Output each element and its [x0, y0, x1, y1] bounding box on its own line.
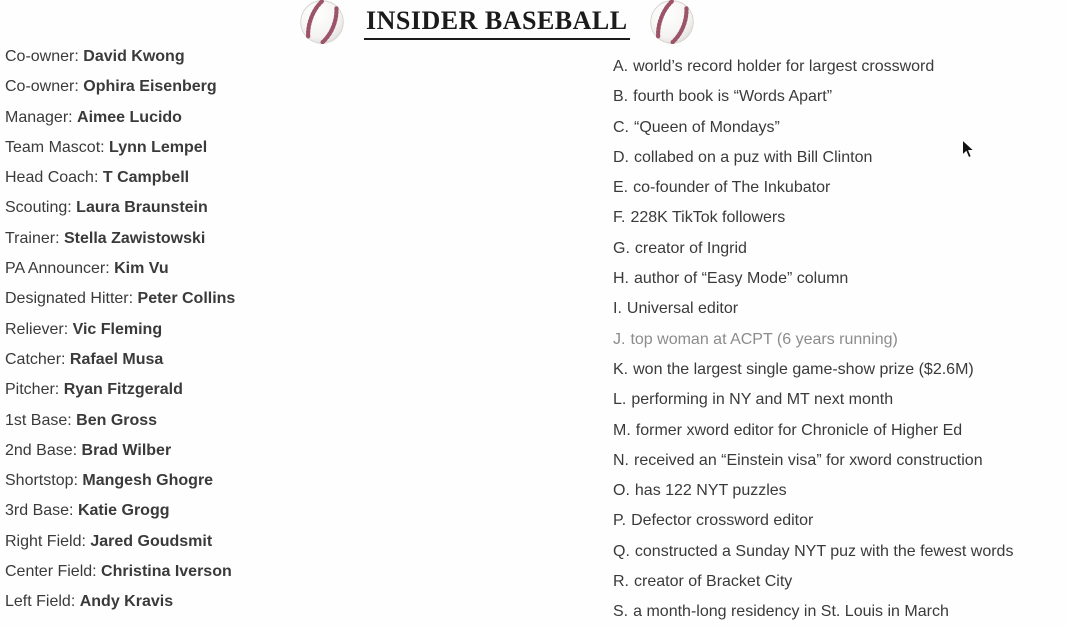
- roster-row: [5, 466, 235, 496]
- roster-row: [5, 436, 235, 466]
- baseball-icon: [299, 0, 345, 44]
- clue-text: 228K TikTok followers: [630, 209, 786, 227]
- clue-list: [613, 52, 1013, 626]
- roster-name: Laura Braunstein: [76, 199, 208, 217]
- roster-role-label: Co-owner:: [5, 48, 79, 65]
- clue-letter: C.: [613, 118, 629, 136]
- clue-letter: M.: [613, 421, 631, 439]
- clue-row: [613, 416, 1013, 446]
- header: [299, 0, 695, 44]
- roster-row: [5, 163, 235, 193]
- roster-role-label: Team Mascot:: [5, 138, 105, 156]
- roster-name: Peter Collins: [137, 290, 236, 308]
- roster-name: Jared Goudsmit: [90, 532, 213, 550]
- clue-row: [613, 173, 1013, 203]
- roster-name: T Campbell: [102, 169, 190, 187]
- roster-name: Rafael Musa: [69, 350, 164, 368]
- clue-row: [613, 143, 1013, 173]
- roster-name: Katie Grogg: [77, 502, 170, 520]
- clue-text: Defector crossword editor: [631, 512, 814, 530]
- roster-name: Lynn Lempel: [109, 138, 208, 156]
- roster-row: [5, 527, 235, 557]
- clue-letter: I.: [613, 300, 622, 318]
- roster-role-label: Co-owner:: [5, 78, 79, 96]
- roster-row: [5, 193, 235, 223]
- roster-row: [5, 284, 235, 314]
- roster-role-label: Designated Hitter:: [5, 290, 134, 308]
- clue-row: [613, 476, 1013, 506]
- roster-row: [5, 375, 235, 405]
- roster-role-label: 3rd Base:: [5, 502, 74, 520]
- clue-letter: O.: [613, 482, 630, 500]
- clue-text: author of “Easy Mode” column: [634, 270, 849, 288]
- roster-role-label: Trainer:: [5, 229, 60, 247]
- clue-row: [613, 446, 1013, 476]
- roster-row: [5, 254, 235, 284]
- roster-row: [5, 496, 235, 526]
- clue-text: world’s record holder for largest crossword: [633, 58, 935, 75]
- roster-row: [5, 133, 235, 163]
- roster-row: [5, 42, 235, 72]
- roster-row: [5, 587, 235, 617]
- clue-letter: G.: [613, 239, 630, 257]
- clue-text: has 122 NYT puzzles: [634, 482, 787, 500]
- roster-role-label: Reliever:: [5, 320, 69, 338]
- clue-letter: N.: [613, 451, 629, 469]
- clue-letter: S.: [613, 603, 629, 621]
- roster-role-label: 1st Base:: [5, 411, 72, 429]
- roster-name: Brad Wilber: [81, 441, 172, 459]
- clue-row: [613, 597, 1013, 626]
- clue-row: [613, 203, 1013, 233]
- clue-row: [613, 537, 1013, 567]
- clue-row: [613, 82, 1013, 112]
- roster-row: [5, 406, 235, 436]
- clue-text: co-founder of The Inkubator: [633, 179, 831, 197]
- clue-letter: F.: [613, 209, 626, 227]
- clue-letter: R.: [613, 573, 629, 591]
- roster-name: Stella Zawistowski: [63, 229, 206, 247]
- clue-text: performing in NY and MT next month: [631, 391, 894, 409]
- roster-role-label: 2nd Base:: [5, 441, 78, 459]
- clue-row: [613, 264, 1013, 294]
- clue-letter: A.: [613, 58, 629, 75]
- clue-letter: E.: [613, 179, 629, 197]
- clue-text: received an “Einstein visa” for xword construction: [634, 451, 983, 469]
- roster-row: [5, 345, 235, 375]
- clue-text: top woman at ACPT (6 years running): [630, 330, 898, 348]
- roster-name: Vic Fleming: [72, 320, 163, 338]
- roster-role-label: Left Field:: [5, 593, 76, 611]
- roster-role-label: Shortstop:: [5, 472, 78, 490]
- clue-text: creator of Bracket City: [634, 573, 793, 591]
- roster-name: Mangesh Ghogre: [82, 472, 214, 490]
- clue-text: won the largest single game-show prize ($2.6M): [633, 360, 974, 378]
- roster-role-label: Catcher:: [5, 350, 66, 368]
- clue-letter: H.: [613, 270, 629, 288]
- clue-text: constructed a Sunday NYT puz with the fewest words: [634, 542, 1014, 560]
- roster-name: Kim Vu: [114, 260, 169, 278]
- clue-letter: D.: [613, 148, 629, 166]
- roster-name: Aimee Lucido: [77, 108, 182, 126]
- roster-name: Ophira Eisenberg: [83, 78, 217, 96]
- clue-row: [613, 355, 1013, 385]
- clue-text: “Queen of Mondays”: [634, 118, 780, 136]
- roster-role-label: Scouting:: [5, 199, 72, 217]
- roster-row: [5, 557, 235, 587]
- clue-row: [613, 52, 1013, 82]
- roster-role-label: Right Field:: [5, 532, 86, 550]
- roster-role-label: Center Field:: [5, 563, 97, 581]
- clue-text: Universal editor: [626, 300, 739, 318]
- roster-name: Ben Gross: [76, 411, 158, 429]
- clue-letter: B.: [613, 88, 629, 106]
- clue-letter: K.: [613, 360, 629, 378]
- clue-text: former xword editor for Chronicle of Higher Ed: [635, 421, 963, 439]
- roster-name: Christina Iverson: [101, 563, 232, 581]
- mouse-cursor-icon: [961, 139, 976, 165]
- clue-text: a month-long residency in St. Louis in March: [633, 603, 949, 621]
- clue-row: [613, 385, 1013, 415]
- roster-role-label: Head Coach:: [5, 169, 99, 187]
- baseball-icon: [649, 0, 695, 44]
- clue-row: [613, 567, 1013, 597]
- clue-letter: L.: [613, 391, 627, 409]
- roster-name: Andy Kravis: [79, 593, 174, 611]
- clue-text: collabed on a puz with Bill Clinton: [634, 148, 873, 166]
- roster-row: [5, 72, 235, 102]
- roster-row: [5, 315, 235, 345]
- page-title: INSIDER BASEBALL: [364, 4, 630, 41]
- clue-row: [613, 234, 1013, 264]
- roster-row: [5, 224, 235, 254]
- clue-letter: J.: [613, 330, 626, 348]
- clue-letter: P.: [613, 512, 627, 530]
- clue-row: [613, 506, 1013, 536]
- roster-name: Ryan Fitzgerald: [63, 381, 183, 399]
- roster-role-label: Manager:: [5, 108, 73, 126]
- roster-list: [5, 42, 235, 618]
- clue-row: [613, 113, 1013, 143]
- roster-name: David Kwong: [83, 48, 185, 65]
- clue-row: [613, 325, 1013, 355]
- clue-text: creator of Ingrid: [634, 239, 747, 257]
- clue-text: fourth book is “Words Apart”: [633, 88, 833, 106]
- clue-row: [613, 294, 1013, 324]
- roster-role-label: Pitcher:: [5, 381, 60, 399]
- clue-letter: Q.: [613, 542, 630, 560]
- roster-role-label: PA Announcer:: [5, 260, 110, 278]
- roster-row: [5, 103, 235, 133]
